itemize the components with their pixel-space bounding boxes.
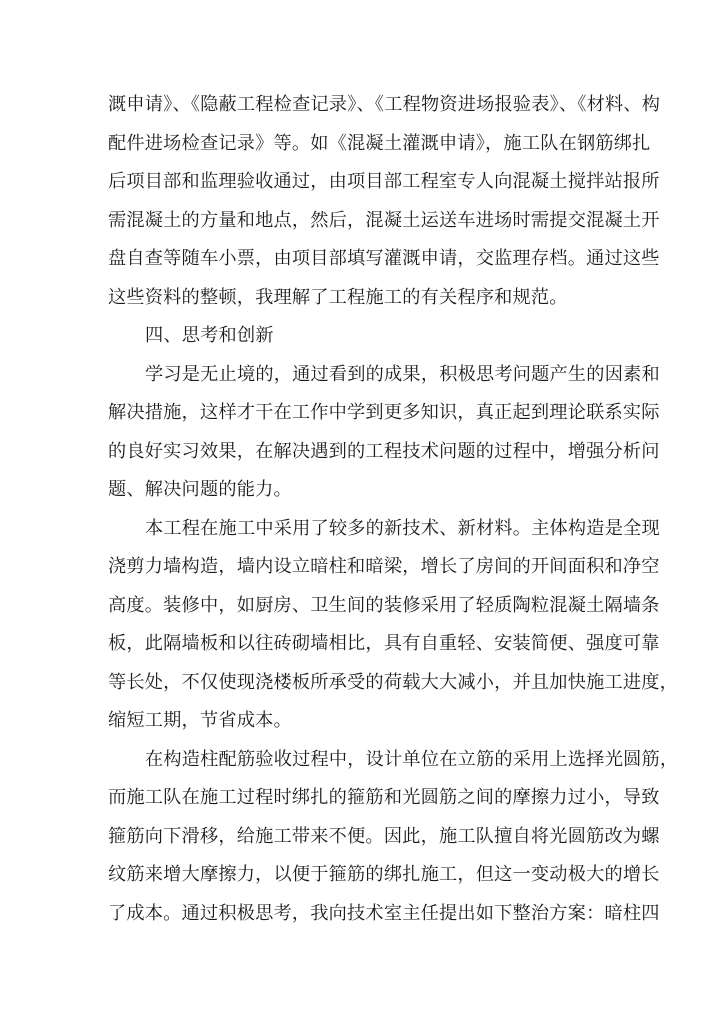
text-line: 高度。装修中，如厨房、卫生间的装修采用了轻质陶粒混凝土隔墙条 (108, 594, 660, 616)
paragraph-start: 学习是无止境的，通过看到的成果，积极思考问题产生的因素和 (145, 363, 660, 385)
text-line: 题、解决问题的能力。 (108, 479, 292, 500)
text-line: 解决措施，这样才干在工作中学到更多知识，真正起到理论联系实际 (108, 402, 660, 423)
text-line: 等长处，不仅使现浇楼板所承受的荷载大大减小，并且加快施工进度， (108, 671, 679, 693)
document-body (108, 86, 679, 933)
text-line: 箍筋向下滑移，给施工带来不便。因此，施工队擅自将光圆筋改为螺 (108, 825, 660, 847)
text-line: 的良好实习效果，在解决遇到的工程技术问题的过程中，增强分析问 (108, 440, 660, 462)
text-line: 纹筋来增大摩擦力，以便于箍筋的绑扎施工，但这一变动极大的增长 (108, 864, 660, 885)
text-line: 需混凝土的方量和地点，然后，混凝土运送车进场时需提交混凝土开 (108, 209, 660, 231)
text-line: 浇剪力墙构造，墙内设立暗柱和暗梁，增长了房间的开间面积和净空 (108, 556, 660, 577)
text-line: 配件进场检查记录》等。如《混凝土灌溉申请》，施工队在钢筋绑扎 (108, 132, 651, 154)
text-line: 了成本。通过积极思考，我向技术室主任提出如下整治方案：暗柱四 (108, 902, 660, 924)
text-line: 而施工队在施工过程时绑扎的箍筋和光圆筋之间的摩擦力过小，导致 (108, 787, 660, 808)
text-line: 板，此隔墙板和以往砖砌墙相比，具有自重轻、安装简便、强度可靠 (108, 633, 660, 654)
text-line: 缩短工期，节省成本。 (108, 710, 292, 731)
paragraph-start: 在构造柱配筋验收过程中，设计单位在立筋的采用上选择光圆筋， (145, 748, 679, 770)
text-line: 后项目部和监理验收通过，由项目部工程室专人向混凝土搅拌站报所 (108, 171, 660, 192)
paragraph-start: 本工程在施工中采用了较多的新技术、新材料。主体构造是全现 (145, 517, 660, 539)
section-heading: 四、思考和创新 (145, 325, 274, 346)
text-line: 这些资料的整顿，我理解了工程施工的有关程序和规范。 (108, 286, 568, 308)
text-line: 溉申请》、《隐蔽工程检查记录》、《工程物资进场报验表》、《材料、构 (108, 94, 661, 115)
text-line: 盘自查等随车小票，由项目部填写灌溉申请，交监理存档。通过这些 (108, 248, 660, 269)
